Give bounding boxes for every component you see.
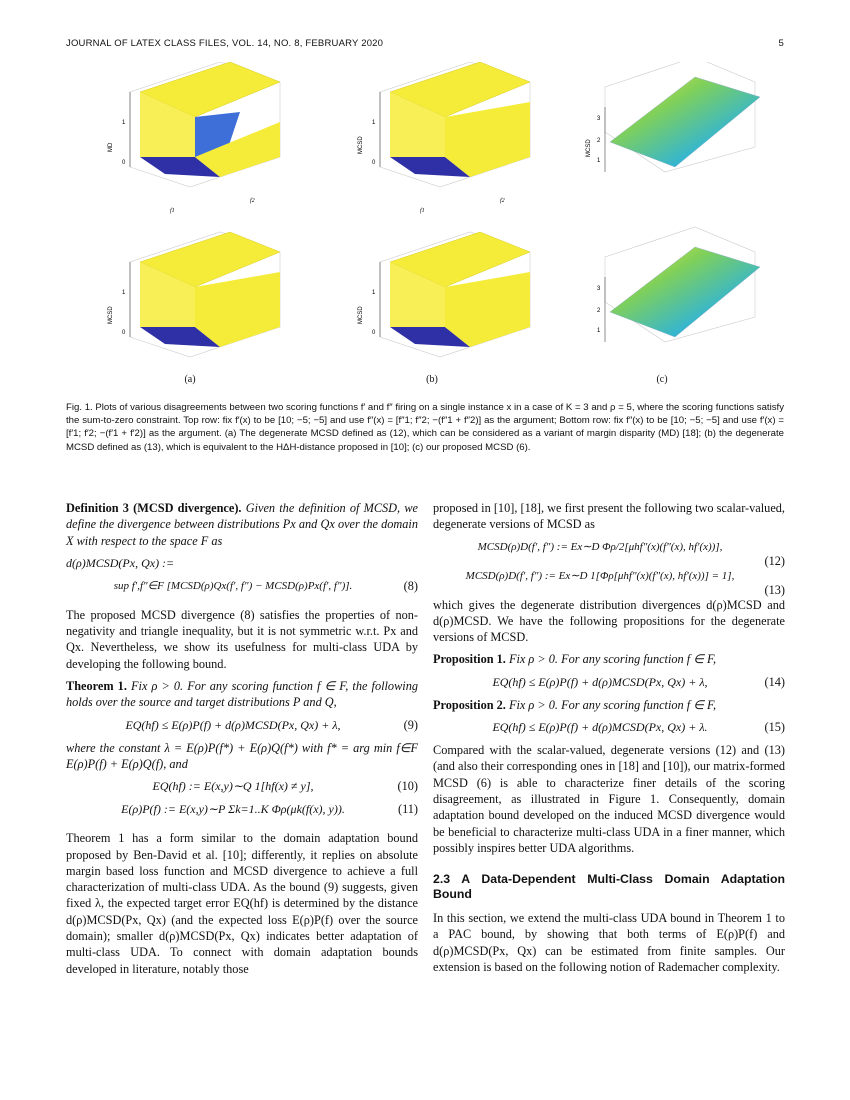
proposition-1: Proposition 1. Fix ρ > 0. For any scoring function f ∈ F, [433, 652, 717, 667]
svg-text:2: 2 [597, 308, 601, 314]
subfigure-label-b: (b) [426, 374, 438, 385]
equation-13: MCSD(ρ)D(f′, f″) := Ex∼D 1[Φρ[μhf″(x)(f″(x), hf′(x))] = 1], (13) [465, 569, 785, 597]
paragraph-theorem-discussion: Theorem 1 has a form similar to the domain adaptation bound proposed by Ben-David et al. [10]; differently, it replies on absolute margin based loss function and MCSD divergence to achieve a full characterization of multi-class UDA. As the bound (9) suggests, given fixed λ, the expected target error EQ(hf) is determined by the distance d(ρ)MCSD(Px, Qx) (and the expected loss E(ρ)P(f) over the source domain); smaller d(ρ)MCSD(Px, Qx) indicates better adaptation of multi-class UDA. To connect with domain adaptation bounds developed in literature, notably those [66, 831, 418, 976]
axis-label-z-a-top: MD [108, 142, 114, 152]
axis-label-z-b-top: MCSD [358, 136, 364, 154]
paragraph-divergence: The proposed MCSD divergence (8) satisfies the properties of non-negativity and triangle inequality, but it is not symmetric w.r.t. Px and Qx. Nevertheless, we show its usefulness for multi-class UDA by developing the following bound. [66, 607, 418, 671]
axis-label-x-a-top: f1 [170, 208, 175, 214]
axis-label-z-a-bottom: MCSD [108, 306, 114, 324]
svg-text:0: 0 [122, 330, 126, 336]
svg-text:1: 1 [372, 120, 376, 126]
definition-3 [66, 500, 418, 549]
figure-1-plots [100, 62, 780, 392]
page-number: 5 [778, 38, 784, 49]
subfigure-label-c: (c) [656, 374, 668, 385]
svg-text:1: 1 [122, 120, 126, 126]
axis-label-z-b-bottom: MCSD [358, 306, 364, 324]
svg-text:0: 0 [372, 160, 376, 166]
paragraph-divergences: which gives the degenerate distribution divergences d(ρ)MCSD and d(ρ)MCSD. We have the following propositions for the degenerate versions of MCSD. [433, 597, 785, 645]
equation-8: sup f′,f″∈F [MCSD(ρ)Qx(f′, f″) − MCSD(ρ)Px(f′, f″)]. (8) [113, 578, 418, 593]
section-heading-2-3: 2.3 A Data-Dependent Multi-Class Domain Adaptation Bound [433, 872, 785, 902]
equation-10: EQ(hf) := E(x,y)∼Q 1[hf(x) ≠ y], (10) [152, 779, 418, 794]
svg-text:1: 1 [597, 328, 601, 334]
svg-text:1: 1 [122, 290, 126, 296]
plot-b-bottom [358, 232, 530, 357]
plot-a-bottom [108, 232, 280, 357]
equation-15: EQ(hf) ≤ E(ρ)P(f) + d(ρ)MCSD(Px, Qx) + λ. (15) [492, 720, 785, 735]
subfigure-label-a: (a) [184, 374, 196, 385]
running-header [66, 38, 784, 54]
equation-12: MCSD(ρ)D(f′, f″) := Ex∼D Φρ/2[μhf″(x)(f″(x), hf′(x))], (12) [477, 540, 785, 568]
plot-c-bottom [597, 227, 760, 342]
plot-b-top [358, 62, 530, 214]
left-column [66, 500, 418, 983]
definition-text: Given the definition of MCSD, we define the divergence between distributions Px and Qx over the domain X with respect to the space F as [66, 501, 418, 548]
paragraph-degenerate-intro: proposed in [10], [18], we first present the following two scalar-valued, degenerate versions of MCSD as [433, 501, 785, 532]
theorem-1: Theorem 1. Fix ρ > 0. For any scoring function f ∈ F, the following holds over the source and target distributions P and Q, [66, 679, 418, 710]
proposition-2: Proposition 2. Fix ρ > 0. For any scoring function f ∈ F, [433, 697, 717, 712]
equation-9: EQ(hf) ≤ E(ρ)P(f) + d(ρ)MCSD(Px, Qx) + λ, (9) [125, 717, 418, 732]
paragraph-comparison: Compared with the scalar-valued, degenerate versions (12) and (13) (and also their corresponding ones in [18] and [10]), our matrix-formed MCSD (6) is able to characterize finer details of the scoring disagreement, as illustrated in Figure 1. Consequently, domain adaptation bound developed on the induced MCSD divergence would be beneficial to characterize multi-class UDA in a finer manner, which possibly inspires better UDA algorithms. [433, 743, 785, 855]
figure-1 [100, 62, 780, 392]
svg-text:3: 3 [597, 286, 601, 292]
svg-text:0: 0 [122, 160, 126, 166]
svg-text:1: 1 [597, 158, 601, 164]
svg-text:f1: f1 [420, 208, 425, 214]
definition-title: Definition 3 (MCSD divergence). [66, 501, 242, 515]
right-column [433, 500, 785, 981]
figure-caption: Fig. 1. Plots of various disagreements between two scoring functions f′ and f″ firing on a single instance x in a case of K = 3 and ρ = 5, where the scoring functions satisfy the sum-to-zero constraint. Top row: fix f′(x) to be [10; −5; −5] and use f″(x) = [f″1; f″2; −(f″1 + f″2)] as the argument; Bottom row: fix f″(x) to be [10; −5; −5] and use f′(x) = [f′1; f′2; −(f′1 + f′2)] as the argument. (a) The degenerate MCSD defined as (12), which can be considered as a variant of margin disparity (MD) [18]; (b) the degenerate MCSD defined as (13), which is equivalent to the HΔH-distance proposed in [10]; (c) our proposed MCSD (6). [66, 402, 784, 453]
plot-a-top [108, 62, 280, 214]
equation-11: E(ρ)P(f) := E(x,y)∼P Σk=1..K Φρ(μk(f(x), y)). (11) [121, 802, 418, 817]
journal-title: JOURNAL OF LATEX CLASS FILES, VOL. 14, NO. 8, FEBRUARY 2020 [66, 38, 384, 49]
svg-text:3: 3 [597, 116, 601, 122]
axis-label-y-a-top: f2 [250, 198, 255, 204]
paragraph-section-intro: In this section, we extend the multi-class UDA bound in Theorem 1 to a PAC bound, by showing that both terms of E(ρ)P(f) and d(ρ)MCSD(Px, Qx) can be estimated from finite samples. Our extension is based on the following notion of Rademacher complexity. [433, 911, 785, 975]
theorem-1-continued: where the constant λ = E(ρ)P(f*) + E(ρ)Q(f*) with f* = arg min f∈F E(ρ)P(f) + E(ρ)Q(f), and [66, 740, 418, 771]
svg-text:f2: f2 [500, 198, 505, 204]
plot-c-top [586, 62, 760, 172]
equation-14: EQ(hf) ≤ E(ρ)P(f) + d(ρ)MCSD(Px, Qx) + λ, (14) [492, 674, 785, 689]
axis-label-z-c-top: MCSD [586, 139, 592, 157]
svg-text:2: 2 [597, 138, 601, 144]
svg-text:1: 1 [372, 290, 376, 296]
equation-8-line1: d(ρ)MCSD(Px, Qx) := [66, 555, 175, 570]
svg-text:0: 0 [372, 330, 376, 336]
